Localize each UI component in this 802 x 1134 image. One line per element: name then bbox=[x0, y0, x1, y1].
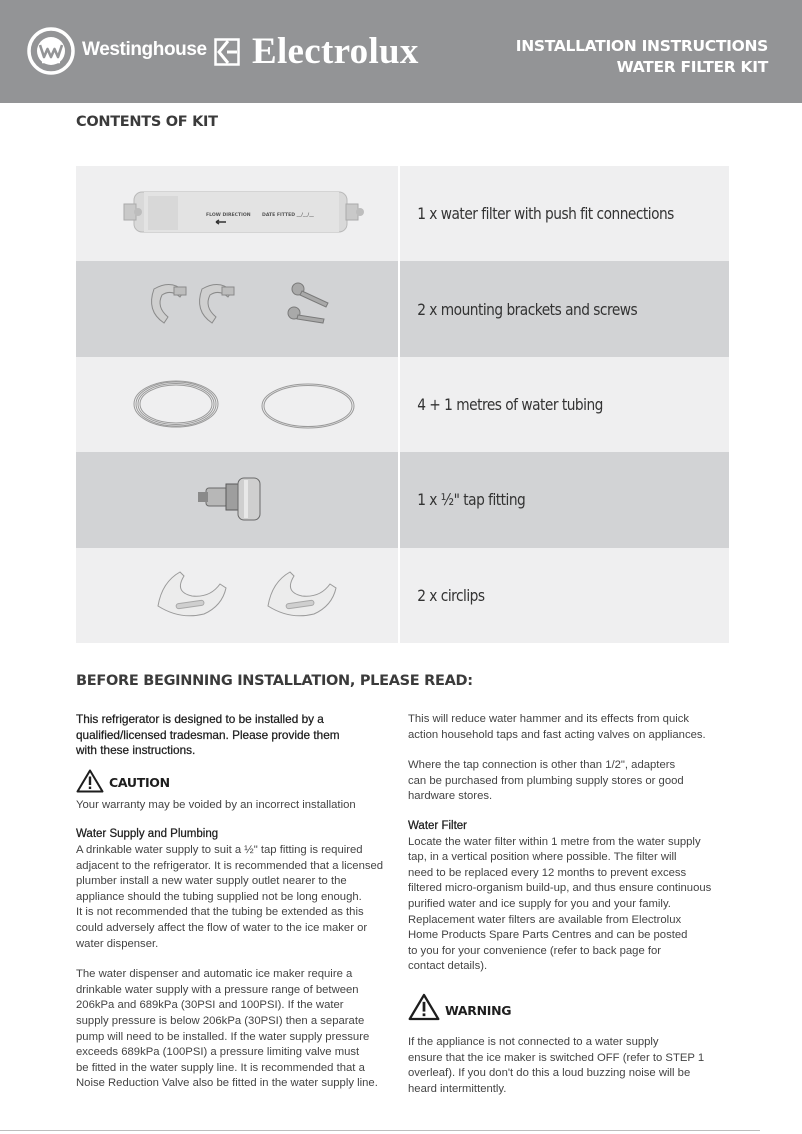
left-column bbox=[76, 712, 401, 1092]
tubing-coils-image-icon bbox=[76, 357, 400, 452]
document-title-line-1: INSTALLATION INSTRUCTIONS bbox=[515, 37, 768, 55]
text-line: If the appliance is not connected to a water supply bbox=[408, 1035, 659, 1048]
text-line: The water dispenser and automatic ice maker require a bbox=[76, 968, 353, 981]
electrolux-brand: Electrolux bbox=[252, 31, 419, 72]
text-line: exceeds 689kPa (100PSI) a pressure limiting valve must bbox=[76, 1046, 360, 1059]
electrolux-logo-icon bbox=[214, 38, 240, 66]
text-line: supply pressure is below 206kPa (30PSI) then a separate bbox=[76, 1014, 365, 1027]
text-line: ensure that the ice maker is switched OFF (refer to STEP 1 bbox=[408, 1051, 705, 1064]
water-supply-paragraph-2 bbox=[76, 967, 401, 1092]
water-supply-heading: Water Supply and Plumbing bbox=[76, 828, 219, 841]
kit-row bbox=[76, 166, 729, 261]
kit-row bbox=[76, 261, 729, 356]
right-column bbox=[408, 712, 738, 1097]
before-installation-title: BEFORE BEGINNING INSTALLATION, PLEASE READ: bbox=[76, 673, 473, 689]
text-line: adjacent to the refrigerator. It is recommended that a licensed bbox=[76, 859, 384, 872]
text-line: could adversely affect the flow of water to the ice maker or bbox=[76, 921, 368, 934]
document-title bbox=[516, 36, 768, 78]
filter-label-flow: FLOW DIRECTION bbox=[206, 213, 251, 218]
text-line: plumber install a new water supply outlet nearer to the bbox=[76, 875, 347, 888]
text-line: pump will need to be installed. If the water supply pressure bbox=[76, 1030, 370, 1043]
text-line: to you for your convenience (refer to back page for bbox=[408, 944, 662, 957]
text-line: Locate the water filter within 1 metre from the water supply bbox=[408, 835, 701, 848]
kit-item-label: 2 x circlips bbox=[417, 585, 485, 605]
text-line: 206kPa and 689kPa (30PSI and 100PSI). If the water bbox=[76, 999, 344, 1012]
westinghouse-brand: Westinghouse bbox=[82, 39, 207, 60]
caution-text: Your warranty may be voided by an incorrect installation bbox=[76, 798, 356, 811]
kit-row bbox=[76, 452, 729, 547]
intro-line: This refrigerator is designed to be installed by a bbox=[76, 712, 324, 726]
text-line: Noise Reduction Valve also be fitted in the water supply line. bbox=[76, 1077, 378, 1090]
kit-item-label: 1 x water filter with push fit connections bbox=[417, 204, 674, 224]
warning-triangle-icon bbox=[76, 769, 104, 793]
warning-heading bbox=[408, 991, 738, 1021]
text-line: be fitted in the water supply line. It is recommended that a bbox=[76, 1061, 365, 1074]
caution-heading bbox=[76, 763, 401, 793]
adapters-paragraph bbox=[408, 758, 738, 805]
text-line: overleaf). If you don't do this a loud buzzing noise will be bbox=[408, 1067, 691, 1080]
text-line: water dispenser. bbox=[76, 937, 159, 950]
water-filter-heading: Water Filter bbox=[408, 819, 467, 832]
text-line: contact details). bbox=[408, 960, 488, 973]
text-line: Replacement water filters are available from Electrolux bbox=[408, 913, 682, 926]
warning-label: WARNING bbox=[445, 1003, 512, 1019]
text-line: purified water and ice supply for you and your family. bbox=[408, 897, 671, 910]
text-line: appliance should the tubing supplied not be long enough. bbox=[76, 890, 362, 903]
text-line: need to be replaced every 12 months to prevent excess bbox=[408, 866, 687, 879]
warning-paragraph bbox=[408, 1035, 738, 1097]
water-filter-paragraph bbox=[408, 835, 738, 975]
text-line: can be purchased from plumbing supply stores or good bbox=[408, 774, 684, 787]
text-line: filtered micro-organism build-up, and thus ensure continuous bbox=[408, 882, 712, 895]
text-line: tap, in a vertical position where possible. The filter will bbox=[408, 851, 677, 864]
kit-item-label: 1 x ½" tap fitting bbox=[417, 490, 526, 510]
text-line: heard intermittently. bbox=[408, 1082, 507, 1095]
circlips-image-icon bbox=[76, 548, 400, 643]
water-filter-image-icon bbox=[76, 166, 400, 261]
westinghouse-logo-icon bbox=[26, 26, 76, 76]
text-line: This will reduce water hammer and its effects from quick bbox=[408, 713, 690, 725]
caution-label: CAUTION bbox=[109, 775, 170, 791]
bottom-divider bbox=[0, 1130, 760, 1131]
intro-line: qualified/licensed tradesman. Please provide them bbox=[76, 727, 340, 742]
water-hammer-paragraph bbox=[408, 712, 738, 743]
page-header bbox=[0, 0, 802, 103]
kit-row bbox=[76, 357, 729, 452]
document-title-line-2: WATER FILTER KIT bbox=[616, 58, 768, 76]
intro-line: with these instructions. bbox=[76, 743, 196, 758]
warning-triangle-icon bbox=[408, 993, 440, 1021]
text-line: drinkable water supply with a pressure range of between bbox=[76, 983, 359, 996]
text-line: Home Products Spare Parts Centres and can be posted bbox=[408, 929, 688, 942]
text-line: It is not recommended that the tubing be extended as this bbox=[76, 906, 364, 919]
kit-item-label: 4 + 1 metres of water tubing bbox=[417, 394, 603, 414]
brackets-screws-image-icon bbox=[76, 261, 400, 356]
contents-title: CONTENTS OF KIT bbox=[76, 114, 218, 130]
kit-item-label: 2 x mounting brackets and screws bbox=[417, 299, 638, 319]
text-line: Where the tap connection is other than 1/2", adapters bbox=[408, 759, 676, 772]
kit-row bbox=[76, 548, 729, 643]
kit-contents-table bbox=[76, 166, 729, 643]
filter-label-date: DATE FITTED __/__/__ bbox=[262, 213, 314, 218]
text-line: action household taps and fast acting valves on appliances. bbox=[408, 728, 706, 741]
water-supply-paragraph-1 bbox=[76, 843, 401, 952]
tap-fitting-image-icon bbox=[76, 452, 400, 547]
text-line: A drinkable water supply to suit a ½" tap fitting is required bbox=[76, 843, 363, 856]
text-line: hardware stores. bbox=[408, 790, 493, 803]
